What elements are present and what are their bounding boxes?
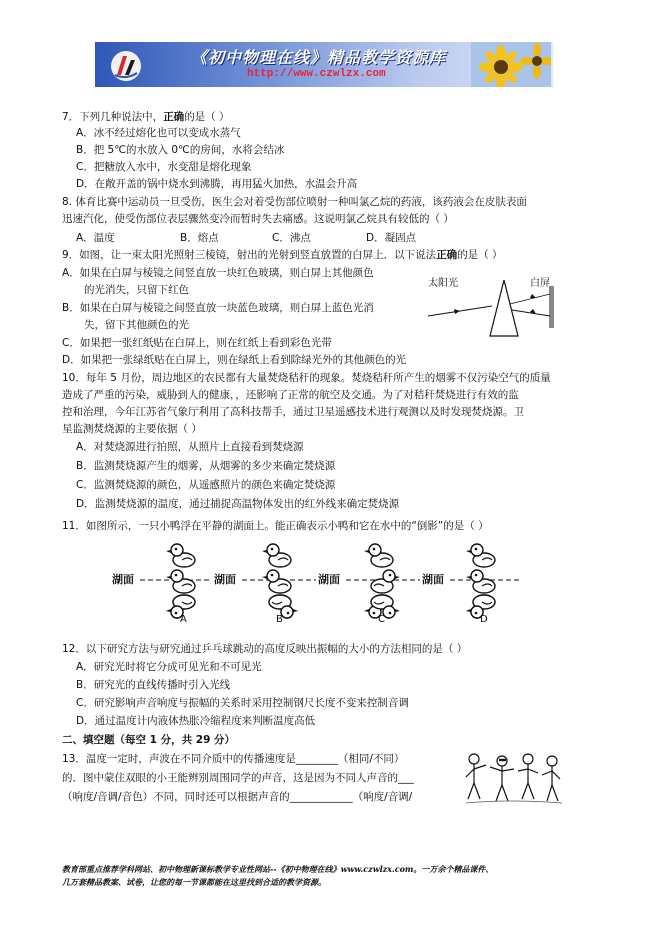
q8-option-c: C．沸点 bbox=[272, 232, 311, 244]
option-letter-a: A bbox=[180, 614, 187, 624]
lake-label-c: 湖面 bbox=[318, 573, 340, 586]
q9-option-a-line1: A．如果在白屏与棱镜之间竖直放一块红色玻璃，则白屏上其他颜色 bbox=[62, 267, 374, 279]
q9-option-b-line2: 失，留下其他颜色的光 bbox=[84, 319, 189, 331]
q10-line2: 造成了严重的污染，威胁到人的健康，，还影响了正常的航空及交通。为了对秸秆焚烧进行有效的监 bbox=[62, 389, 519, 401]
white-screen-icon bbox=[550, 286, 554, 328]
children-game-figure bbox=[462, 749, 564, 805]
q13-line3: （响度/音调/音色）不同，同时还可以根据声音的____________（响度/音调/ bbox=[62, 791, 413, 803]
q7-option-b: B．把 5℃的水放入 0℃的房间，水将会结冰 bbox=[76, 144, 285, 156]
q12-option-c: C．研究影响声音响度与振幅的关系时采用控制钢尺长度不变来控制音调 bbox=[76, 697, 409, 709]
banner-url: http://www.czwlzx.com bbox=[247, 68, 386, 80]
duck-option-c-icon bbox=[364, 544, 400, 618]
sunlight-ray-icon bbox=[428, 306, 492, 316]
dispersed-rays-icon bbox=[510, 294, 550, 316]
q10-line4: 星监测焚烧源的主要依据（ ） bbox=[62, 423, 202, 435]
site-logo-icon bbox=[109, 48, 143, 82]
sunlight-label: 太阳光 bbox=[428, 278, 458, 289]
q7-stem: 7．下列几种说法中，正确的是（ ） bbox=[62, 111, 230, 123]
q10-option-b: B．监测焚烧源产生的烟雾，从烟雾的多少来确定焚烧源 bbox=[76, 460, 336, 472]
q8-option-a: A．温度 bbox=[76, 232, 115, 244]
q10-option-c: C．监测焚烧源的颜色，从遥感照片的颜色来确定焚烧源 bbox=[76, 479, 336, 491]
option-letter-d: D bbox=[480, 614, 488, 624]
footer-line2: 几万套精品教案、试卷，让您的每一节课都能在这里找到合适的教学资源。 bbox=[62, 877, 326, 887]
q12-option-a: A．研究光时将它分成可见光和不可见光 bbox=[76, 661, 262, 673]
prism-figure bbox=[424, 272, 584, 344]
option-letter-b: B bbox=[276, 614, 283, 624]
q10-option-d: D．监测焚烧源的温度，通过捕捉高温物体发出的红外线来确定焚烧源 bbox=[76, 498, 400, 510]
q9-option-a-line2: 的光消失，只留下红色 bbox=[84, 284, 189, 296]
q7-option-d: D．在敞开盖的锅中烧水到沸腾，再用猛火加热，水温会升高 bbox=[76, 178, 358, 190]
q8-option-b: B．熔点 bbox=[180, 232, 219, 244]
lake-label-a: 湖面 bbox=[112, 573, 134, 586]
q12-option-d: D．通过温度计内液体热胀冷缩程度来判断温度高低 bbox=[76, 715, 316, 727]
duck-option-b-icon bbox=[262, 544, 298, 618]
q9-option-c: C．如果把一张红纸贴在白屏上，则在红纸上看到彩色光带 bbox=[62, 337, 332, 349]
prism-icon bbox=[490, 280, 518, 336]
lake-label-d: 湖面 bbox=[422, 573, 444, 586]
q8-line2: 迅速汽化，使受伤部位表层骤然变冷而暂时失去痛感。这说明氯乙烷具有较低的（ ） bbox=[62, 213, 454, 225]
banner-title: 《初中物理在线》精品教学资源库 bbox=[191, 48, 447, 67]
header-banner bbox=[95, 42, 553, 87]
lake-label-b: 湖面 bbox=[214, 573, 236, 586]
footer-line1: 教育部重点推荐学科网站、初中物理新课标教学专业性网站--《初中物理在线》www.czwlzx.com。一万余个精品课件、 bbox=[62, 864, 494, 874]
q9-option-d: D．如果把一张绿纸贴在白屏上，则在绿纸上看到除绿光外的其他颜色的光 bbox=[62, 354, 407, 366]
duck-reflection-figure bbox=[112, 538, 530, 624]
q10-option-a: A．对焚烧源进行拍照，从照片上直接看到焚烧源 bbox=[76, 441, 304, 453]
q8-line1: 8. 体育比赛中运动员一旦受伤，医生会对着受伤部位喷射一种叫氯乙烷的药液，该药液会在皮肤表面 bbox=[62, 196, 527, 208]
sunflower-icon bbox=[471, 42, 551, 87]
q10-line1: 10．每年 5 月份，周边地区的农民都有大量焚烧秸秆的现象。焚烧秸秆所产生的烟雾不仅污染空气的质量 bbox=[62, 372, 551, 384]
q7-option-a: A．冰不经过熔化也可以变成水蒸气 bbox=[76, 127, 241, 139]
q8-option-d: D．凝固点 bbox=[366, 232, 417, 244]
q12-stem: 12．以下研究方法与研究通过乒乓球跳动的高度反映出振幅的大小的方法相同的是（ ） bbox=[62, 643, 468, 655]
q9-stem: 9．如图，让一束太阳光照射三棱镜，射出的光射到竖直放置的白屏上．以下说法正确的是（ ） bbox=[62, 249, 503, 261]
q7-option-c: C．把糖放入水中，水变甜是熔化现象 bbox=[76, 161, 252, 173]
q13-line1: 13．温度一定时，声波在不同介质中的传播速度是________（相同/不同） bbox=[62, 753, 405, 765]
duck-option-a-icon bbox=[166, 544, 195, 618]
q12-option-b: B．研究光的直线传播时引入光线 bbox=[76, 679, 231, 691]
q11-stem: 11．如图所示，一只小鸭浮在平静的湖面上。能正确表示小鸭和它在水中的“倒影”的是（ ） bbox=[62, 520, 489, 532]
option-letter-c: C bbox=[378, 614, 385, 624]
screen-label: 白屏 bbox=[530, 278, 550, 289]
q13-line2: 的．图中蒙住双眼的小王能辨别周围同学的声音，这是因为不同人声音的___ bbox=[62, 772, 414, 784]
q9-option-b-line1: B．如果在白屏与棱镜之间竖直放一块蓝色玻璃，则白屏上蓝色光消 bbox=[62, 302, 374, 314]
duck-option-d-icon bbox=[466, 544, 495, 618]
section-2-heading: 二、填空题（每空 1 分，共 29 分） bbox=[62, 734, 236, 746]
q10-line3: 控和治理，今年江苏省气象厅利用了高科技帮手，通过卫星遥感技术进行观测以及时发现焚烧源。卫 bbox=[62, 406, 524, 418]
